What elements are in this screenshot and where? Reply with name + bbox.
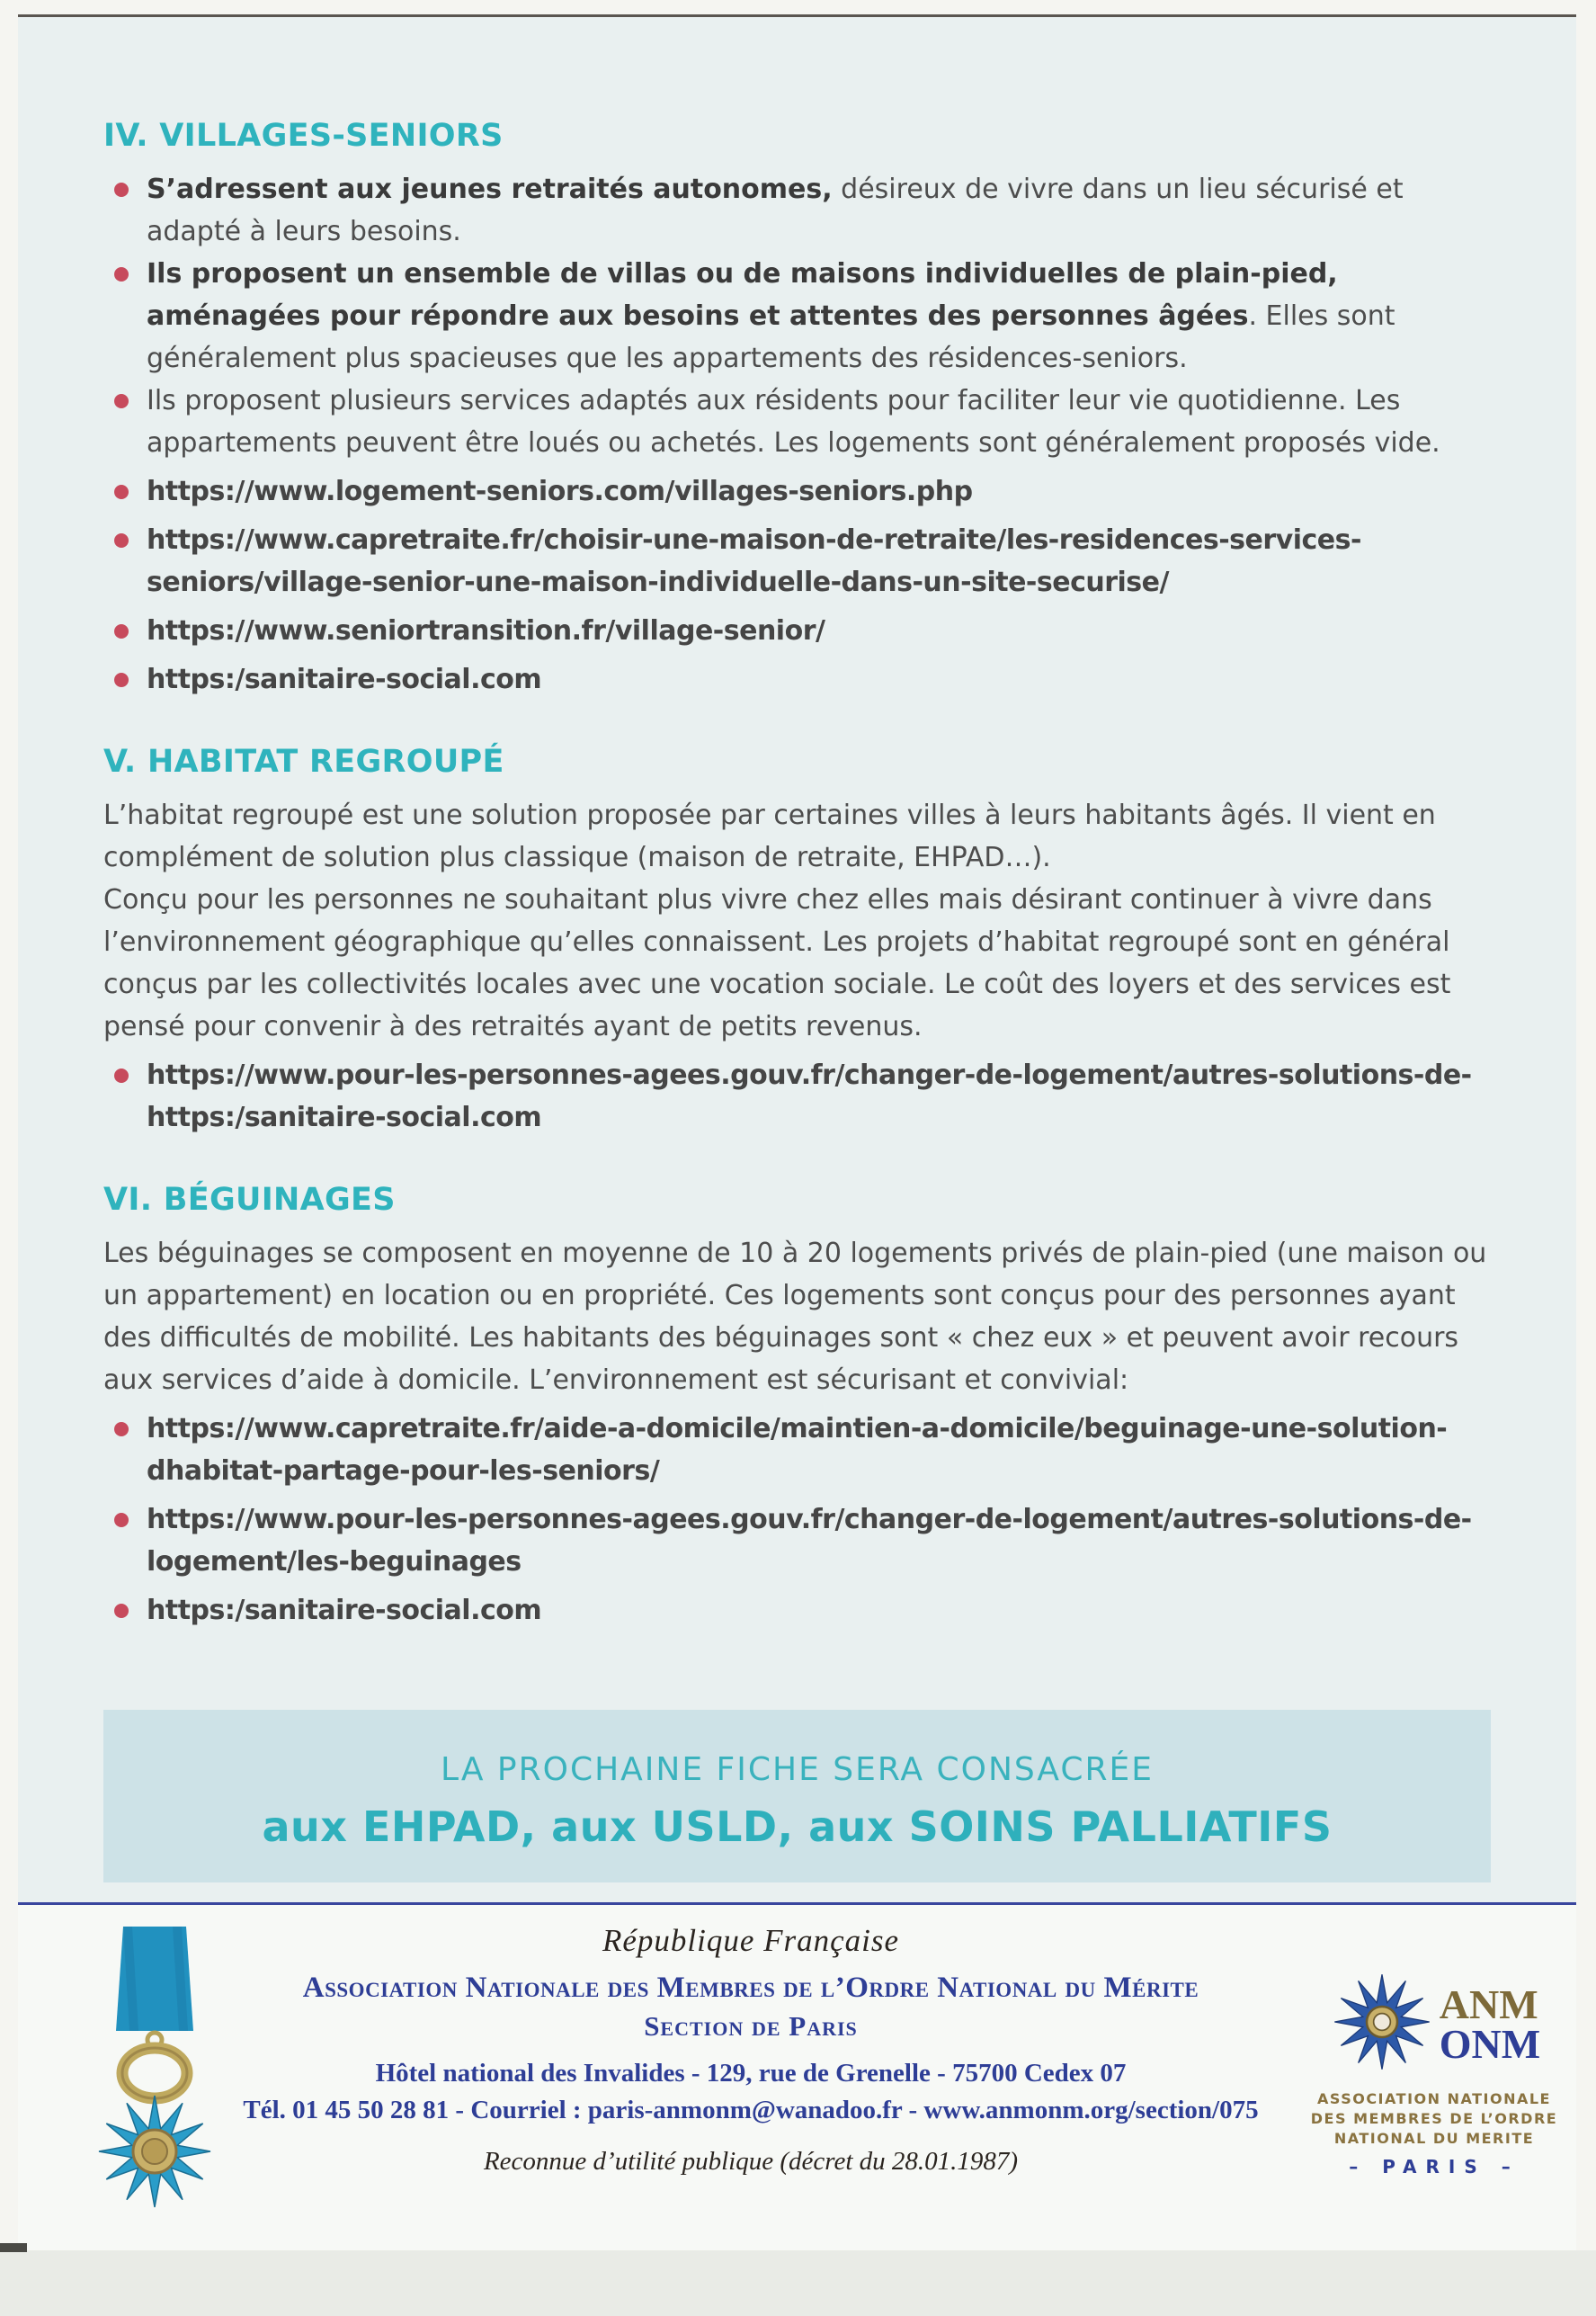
merite-medal-icon <box>83 1925 227 2226</box>
section-vi-bullets <box>103 1408 1491 1632</box>
anm-onm-logo <box>1299 1968 1569 2177</box>
bullet-dot-icon <box>114 673 129 687</box>
bullet-text: . Elles sont généralement plus spacieuses que les appartements des résidences-seniors. <box>147 300 1395 374</box>
bullet-item <box>103 168 1491 253</box>
bullet-url-item <box>103 1498 1491 1583</box>
anm-org-line-2: DES MEMBRES DE L’ORDRE <box>1310 2110 1558 2127</box>
section-vi-heading: VI. BÉGUINAGES <box>103 1182 396 1218</box>
footer-text-block <box>207 1923 1295 2177</box>
bullet-dot-icon <box>114 624 129 639</box>
bullet-url-item <box>103 470 1491 513</box>
bullet-dot-icon <box>114 1513 129 1527</box>
document-page <box>18 14 1576 2250</box>
association-footer <box>18 1902 1576 2256</box>
url-text: https://www.pour-les-personnes-agees.gouv.fr/changer-de-logement/autres-solutions-de-logement/les-beguinages <box>147 1504 1472 1578</box>
section-iv-bullets <box>103 168 1491 701</box>
url-text: https://www.seniortransition.fr/village-senior/ <box>147 615 825 647</box>
onm-label: ONM <box>1439 2020 1541 2067</box>
section-iv-heading: IV. VILLAGES-SENIORS <box>103 118 504 154</box>
anm-org-line-1: ASSOCIATION NATIONALE <box>1317 2090 1551 2107</box>
bullet-dot-icon <box>114 1069 129 1083</box>
republique-francaise-label: République Française <box>602 1923 900 1958</box>
section-habitat-regroupe <box>103 744 1491 1139</box>
anm-onm-wordmark <box>1439 1981 1541 2067</box>
scanner-background <box>0 2250 1596 2316</box>
bullet-dot-icon <box>114 1422 129 1436</box>
url-text: https:/sanitaire-social.com <box>147 1102 542 1133</box>
bullet-url-item <box>103 519 1491 604</box>
next-sheet-banner <box>103 1710 1491 1882</box>
footer-address: Hôtel national des Invalides - 129, rue de Grenelle - 75700 Cedex 07 <box>375 2059 1127 2088</box>
bullet-text: Ils proposent plusieurs services adaptés aux résidents pour faciliter leur vie quotidienne. Les appartements peuvent être loués ou achetés. Les logements sont généralement proposés vide. <box>147 385 1440 459</box>
anm-org-line-3: NATIONAL DU MERITE <box>1333 2130 1535 2147</box>
banner-line-1: LA PROCHAINE FICHE SERA CONSACRÉE <box>440 1751 1155 1788</box>
section-de-paris-label: Section de Paris <box>644 2010 858 2042</box>
anm-paris-label: – PARIS – <box>1349 2156 1520 2177</box>
section-vi-paragraph: Les béguinages se composent en moyenne de 10 à 20 logements privés de plain-pied (une maison ou un appartement) en location ou en propriété. Ces logements sont conçus pour des personnes ayant des difficultés de mobilité. Les habitants des béguinages sont « chez eux » et peuvent avoir recours aux services d’aide à domicile. L’environnement est sécurisant et convivial: <box>103 1238 1487 1396</box>
bullet-dot-icon <box>114 183 129 197</box>
document-content <box>18 17 1576 1632</box>
section-v-paragraph-1: L’habitat regroupé est une solution proposée par certaines villes à leurs habitants âgés. Il vient en complément de solution plus classique (maison de retraite, EHPAD…). <box>103 800 1436 873</box>
onm-star-icon <box>1328 1968 1436 2080</box>
bullet-bold-text: S’adressent aux jeunes retraités autonomes, <box>147 174 833 205</box>
bullet-dot-icon <box>114 533 129 548</box>
anm-onm-logo-top <box>1299 1968 1569 2080</box>
bullet-dot-icon <box>114 1604 129 1618</box>
bullet-url-item <box>103 1589 1491 1632</box>
section-beguinages <box>103 1182 1491 1632</box>
section-v-paragraph-2: Conçu pour les personnes ne souhaitant plus vivre chez elles mais désirant continuer à vivre dans l’environnement géographique qu’elles connaissent. Les projets d’habitat regroupé sont en général conçus par les collectivités locales avec une vocation sociale. Le coût des loyers et des services est pensé pour convenir à des retraités ayant de petits revenus. <box>103 884 1451 1042</box>
footer-contact: Tél. 01 45 50 28 81 - Courriel : paris-anmonm@wanadoo.fr - www.anmonm.org/section/075 <box>243 2096 1259 2124</box>
bullet-url-item <box>103 1054 1491 1139</box>
section-villages-seniors <box>103 118 1491 701</box>
footer-utility-note: Reconnue d’utilité publique (décret du 28.01.1987) <box>483 2147 1019 2176</box>
url-text: https:/sanitaire-social.com <box>147 664 542 695</box>
section-v-heading: V. HABITAT REGROUPÉ <box>103 744 504 780</box>
bullet-dot-icon <box>114 267 129 282</box>
bullet-dot-icon <box>114 394 129 408</box>
bullet-bold-text: Ils proposent un ensemble de villas ou de maisons individuelles de plain-pied, aménagées pour répondre aux besoins et attentes des personnes âgées <box>147 258 1338 332</box>
bullet-dot-icon <box>114 485 129 499</box>
bullet-item <box>103 253 1491 380</box>
url-text: https:/sanitaire-social.com <box>147 1595 542 1626</box>
url-text: https://www.logement-seniors.com/villages-seniors.php <box>147 476 973 507</box>
bullet-url-item <box>103 610 1491 652</box>
section-v-bullets <box>103 1054 1491 1139</box>
anm-label: ANM <box>1439 1981 1538 2027</box>
bullet-text: désireux de vivre dans un lieu sécurisé et adapté à leurs besoins. <box>147 174 1404 247</box>
url-text: https://www.capretraite.fr/choisir-une-maison-de-retraite/les-residences-services-seniors/village-senior-une-maison-individuelle-dans-un-site-securise/ <box>147 524 1361 598</box>
bullet-url-item <box>103 658 1491 701</box>
association-name: Association Nationale des Membres de l’Ordre National du Mérite <box>302 1972 1199 2004</box>
scan-edge-artifact <box>0 2243 27 2252</box>
bullet-url-item <box>103 1408 1491 1492</box>
anm-org-lines <box>1299 2089 1569 2149</box>
url-text: https://www.pour-les-personnes-agees.gouv.fr/changer-de-logement/autres-solutions-de- <box>147 1060 1472 1091</box>
bullet-item <box>103 380 1491 464</box>
url-text: https://www.capretraite.fr/aide-a-domicile/maintien-a-domicile/beguinage-une-solution-dhabitat-partage-pour-les-seniors/ <box>147 1413 1448 1487</box>
banner-line-2: aux EHPAD, aux USLD, aux SOINS PALLIATIFS <box>262 1802 1333 1851</box>
